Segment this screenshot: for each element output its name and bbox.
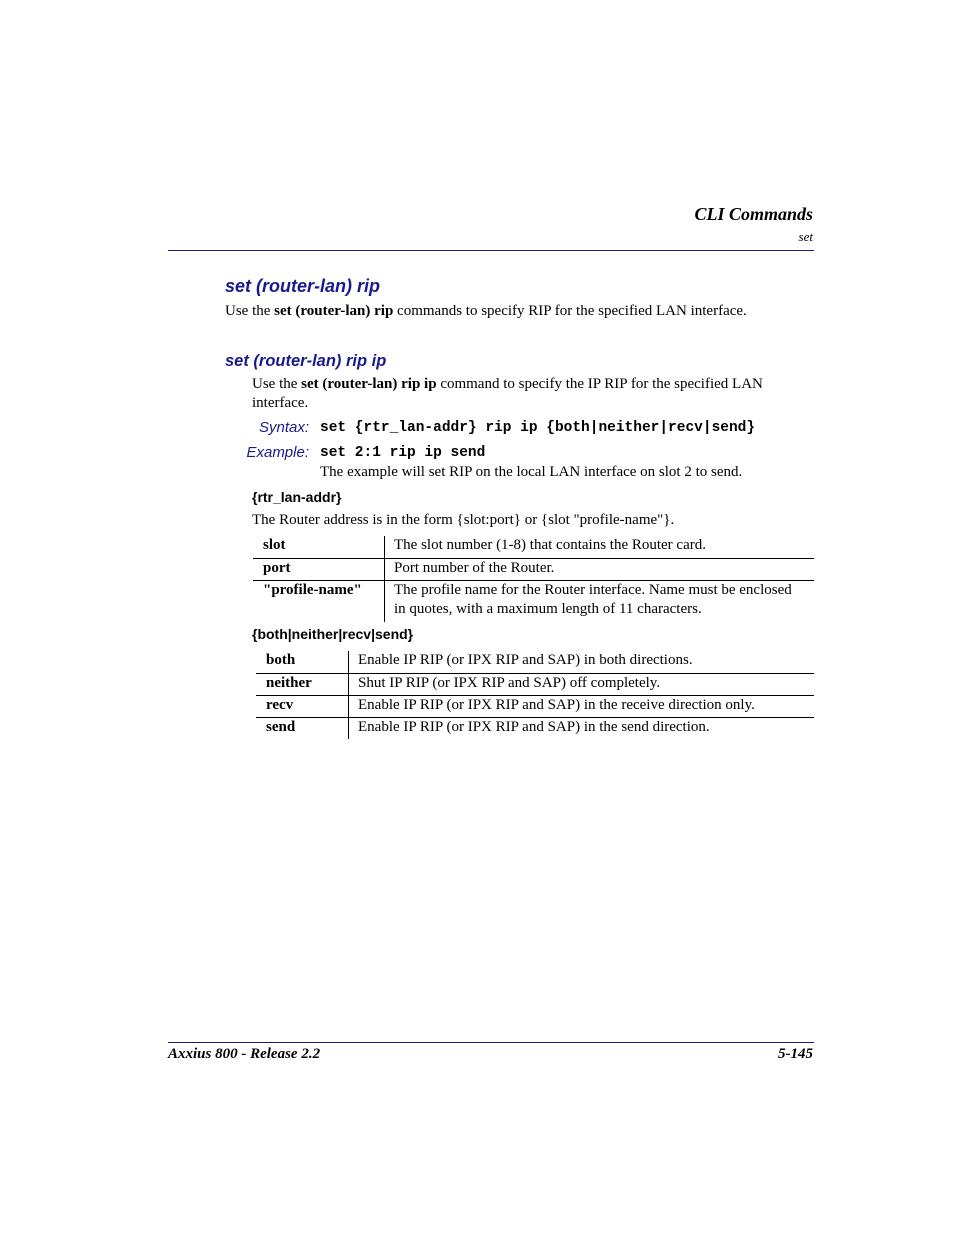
subsection-intro [252,375,812,413]
param-title-rtr-lan-addr: {rtr_lan-addr} [252,489,342,505]
intro-text: Use the [225,303,275,319]
footer-product: Axxius 800 - Release 2.2 [168,1046,321,1062]
table-key: slot [253,536,385,558]
rtr-lan-addr-table [253,536,814,622]
table-row [253,536,814,558]
param-description: The Router address is in the form {slot:port} or {slot "profile-name"}. [252,512,675,528]
example-label: Example: [246,444,309,461]
table-row [256,673,814,695]
header-rule [168,250,814,251]
table-value-line: The profile name for the Router interface. Name must be enclosed [394,581,792,598]
table-value: The slot number (1-8) that contains the Router card. [394,537,706,553]
table-row [253,580,814,622]
intro-text: commands to specify RIP for the specified LAN interface. [393,303,747,319]
example-description: The example will set RIP on the local LAN interface on slot 2 to send. [320,464,743,480]
section-intro [225,302,747,321]
footer-rule [168,1042,814,1043]
direction-table [256,651,814,739]
example-code: set 2:1 rip ip send [320,445,486,461]
table-key: "profile-name" [253,580,385,622]
table-value: Port number of the Router. [385,558,815,580]
table-value: Enable IP RIP (or IPX RIP and SAP) in both directions. [358,652,693,668]
table-key: both [256,651,349,673]
syntax-label: Syntax: [258,419,309,436]
param-title-direction: {both|neither|recv|send} [252,626,414,642]
table-value [385,580,815,622]
table-row [256,695,814,717]
section-title: set (router-lan) rip [225,276,381,296]
table-key: recv [256,695,349,717]
table-value: Shut IP RIP (or IPX RIP and SAP) off completely. [349,673,815,695]
table-value-line: in quotes, with a maximum length of 11 characters. [394,600,702,617]
subsection-intro-line [252,375,812,394]
table-key: port [253,558,385,580]
intro-text: command to specify the IP RIP for the specified LAN [436,376,763,392]
running-header-subtitle: set [798,229,813,244]
table-value: Enable IP RIP (or IPX RIP and SAP) in the receive direction only. [349,695,815,717]
running-header-title: CLI Commands [694,204,813,224]
intro-command: set (router-lan) rip ip [301,376,437,392]
table-key: send [256,717,349,739]
subsection-title: set (router-lan) rip ip [225,352,387,370]
subsection-intro-line: interface. [252,395,309,411]
syntax-code: set {rtr_lan-addr} rip ip {both|neither|recv|send} [320,420,756,436]
table-value: Enable IP RIP (or IPX RIP and SAP) in the send direction. [349,717,815,739]
table-key: neither [256,673,349,695]
intro-text: Use the [252,376,302,392]
intro-command: set (router-lan) rip [274,303,394,319]
table-row [253,558,814,580]
footer-page-number: 5-145 [778,1046,813,1062]
table-row [256,651,814,673]
table-row [256,717,814,739]
